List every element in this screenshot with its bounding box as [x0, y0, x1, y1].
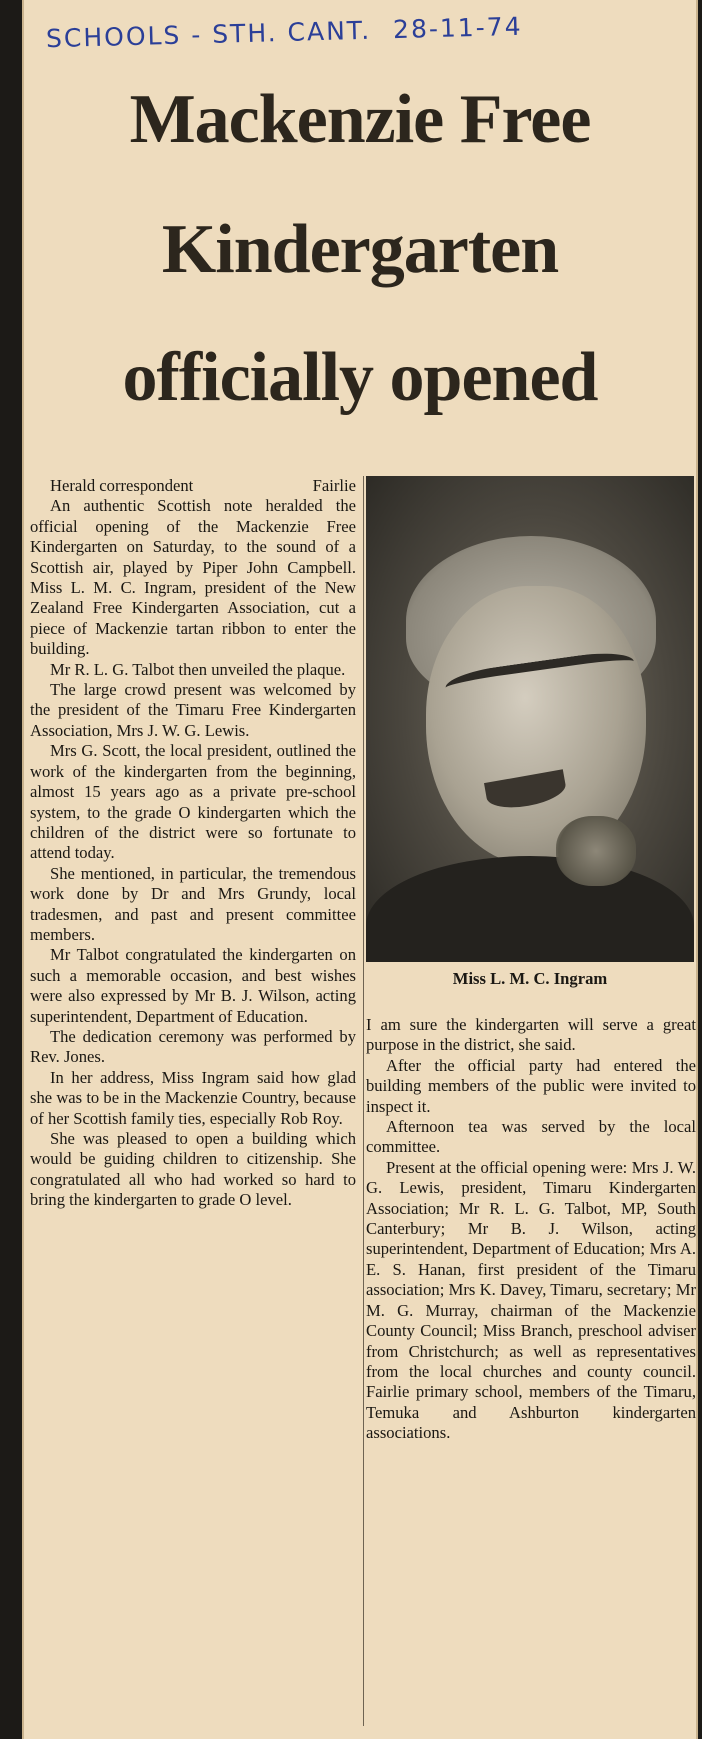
photo-corsage: [556, 816, 636, 886]
byline: [30, 476, 356, 496]
article-right-column: [366, 1015, 696, 1444]
paragraph: The dedication ceremony was performed by Rev. Jones.: [30, 1026, 356, 1067]
paragraph: Afternoon tea was served by the local committee.: [366, 1117, 696, 1157]
paragraph: Mr R. L. G. Talbot then unveiled the plaque.: [50, 659, 346, 679]
paragraph: The large crowd present was welcomed by the president of the Timaru Free Kindergarten Association, Mrs J. W. G. Lewis.: [30, 680, 356, 740]
annotation-section: SCHOOLS - STH. CANT.: [45, 15, 372, 54]
column-divider: [363, 476, 364, 1726]
headline-line-2: Kindergarten: [161, 211, 559, 288]
paragraph: Mr Talbot congratulated the kindergarten on such a memorable occasion, and best wishes were also expressed by Mr B. J. Wilson, acting superintendent, Department of Education.: [30, 945, 356, 1026]
photo-caption: Miss L. M. C. Ingram: [452, 969, 608, 988]
headline-line-3: officially opened: [122, 339, 598, 416]
paragraph: An authentic Scottish note heralded the official opening of the Mackenzie Free Kindergarten on Saturday, to the sound of a Scottish air, played by Piper John Campbell. Miss L. M. C. Ingram, president of the New Zealand Free Kindergarten Association, cut a piece of Mackenzie tartan ribbon to enter the building.: [30, 496, 356, 659]
paragraph: After the official party had entered the building members of the public were invited to inspect it.: [366, 1055, 696, 1116]
paragraph: She mentioned, in particular, the tremendous work done by Dr and Mrs Grundy, local tradesmen, and past and present committee members.: [30, 863, 356, 944]
headline-line-1: Mackenzie Free: [129, 81, 591, 158]
article-left-column: [30, 476, 356, 1211]
paragraph: In her address, Miss Ingram said how glad she was to be in the Mackenzie Country, because of her Scottish family ties, especially Rob Roy.: [30, 1067, 356, 1128]
newspaper-clipping: [22, 0, 698, 1739]
annotation-date: 28-11-74: [392, 11, 523, 45]
paragraph: She was pleased to open a building which would be guiding children to citizenship. She congratulated all who had worked so hard to bring the kindergarten to grade O level.: [30, 1129, 356, 1210]
handwritten-annotation: [46, 12, 523, 53]
byline-place: Fairlie: [312, 476, 356, 495]
portrait-photo: [366, 476, 694, 962]
paragraph: Present at the official opening were: Mrs J. W. G. Lewis, president, Timaru Kindergarten Association; Mr R. L. G. Talbot, MP, South Canterbury; Mr B. J. Wilson, acting superintendent, Department of Education; Mrs A. E. S. Hanan, first president of the Timaru association; Mrs K. Davey, Timaru, secretary; Mr M. G. Murray, chairman of the Mackenzie County Council; Miss Branch, preschool adviser from Christchurch; as well as representatives from the local churches and county council. Fairlie primary school, members of the Timaru, Temuka and Ashburton kindergarten associations.: [366, 1157, 696, 1443]
byline-source: Herald correspondent: [50, 476, 194, 495]
paragraph: Mrs G. Scott, the local president, outlined the work of the kindergarten from the beginning, almost 15 years ago as a private pre-school system, to the grade O kindergarten which the children of the district were so fortunate to attend today.: [30, 741, 356, 863]
photo-coat: [366, 856, 694, 962]
paragraph: I am sure the kindergarten will serve a great purpose in the district, she said.: [366, 1015, 696, 1055]
